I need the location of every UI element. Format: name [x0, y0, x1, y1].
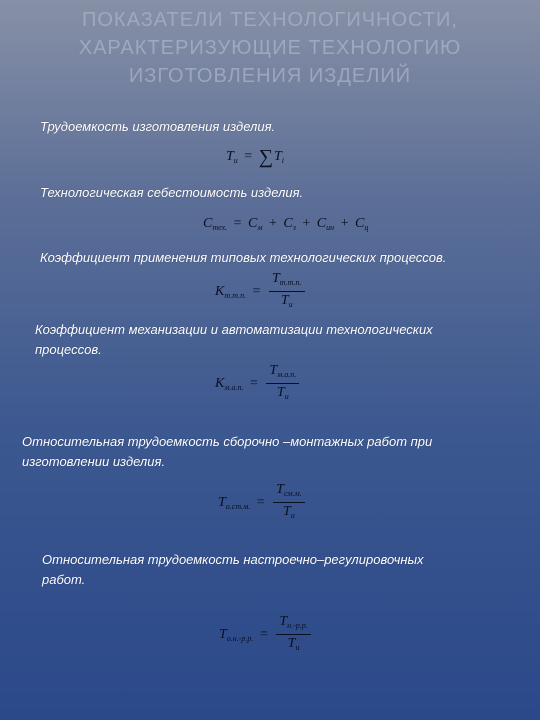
tech-cost-label: Технологическая себестоимость изделия. [40, 185, 304, 200]
fraction: $\frac{T_{т.т.п.}}{T_и}$ [269, 271, 305, 312]
fraction: $\frac{T_{н.-р.р.}}{T_и}$ [276, 614, 310, 655]
labor-intensity-label: Трудоемкость изготовления изделия. [40, 119, 276, 134]
tuning-labor-label: Относительная трудоемкость настроечно–регулировочных работ. [42, 552, 424, 587]
title-line-2: ХАРАКТЕРИЗУЮЩИЕ ТЕХНОЛОГИЮ [78, 37, 462, 59]
slide-title [20, 6, 520, 90]
title-line-3: ИЗГОТОВЛЕНИЯ ИЗДЕЛИЙ [128, 65, 412, 87]
assembly-labor-formula: $T_{о.сm.м.}$ = $\frac{T_{см.м.}}{T_и}$ [218, 482, 305, 523]
sum-icon: ∑ [258, 146, 273, 168]
assembly-labor-label: Относительная трудоемкость сборочно –монтажных работ при изготовлении изделия. [22, 434, 433, 469]
fraction: $\frac{T_{м.а.п.}}{T_и}$ [266, 363, 299, 404]
labor-intensity-formula: $T_и = \sum T_i$ [226, 146, 284, 168]
mechanization-label: Коэффициент механизации и автоматизации технологических процессов. [35, 322, 433, 357]
tuning-labor-formula: $T_{о.н.-р.р.}$ = $\frac{T_{н.-р.р.}}{T_и}$ [219, 614, 311, 655]
typical-processes-formula: $K_{т.т.п.}$ = $\frac{T_{т.т.п.}}{T_и}$ [215, 271, 305, 312]
title-line-1: ПОКАЗАТЕЛИ ТЕХНОЛОГИЧНОСТИ, [82, 9, 458, 31]
fraction: $\frac{T_{см.м.}}{T_и}$ [273, 482, 305, 523]
tech-cost-formula: $C_{тех.} = C_м + C_з + C_{ин} + C_ц$ [203, 216, 369, 232]
typical-processes-label: Коэффициент применения типовых технологических процессов. [40, 250, 447, 265]
mechanization-formula: $K_{м.а.п.}$ = $\frac{T_{м.а.п.}}{T_и}$ [215, 363, 299, 404]
